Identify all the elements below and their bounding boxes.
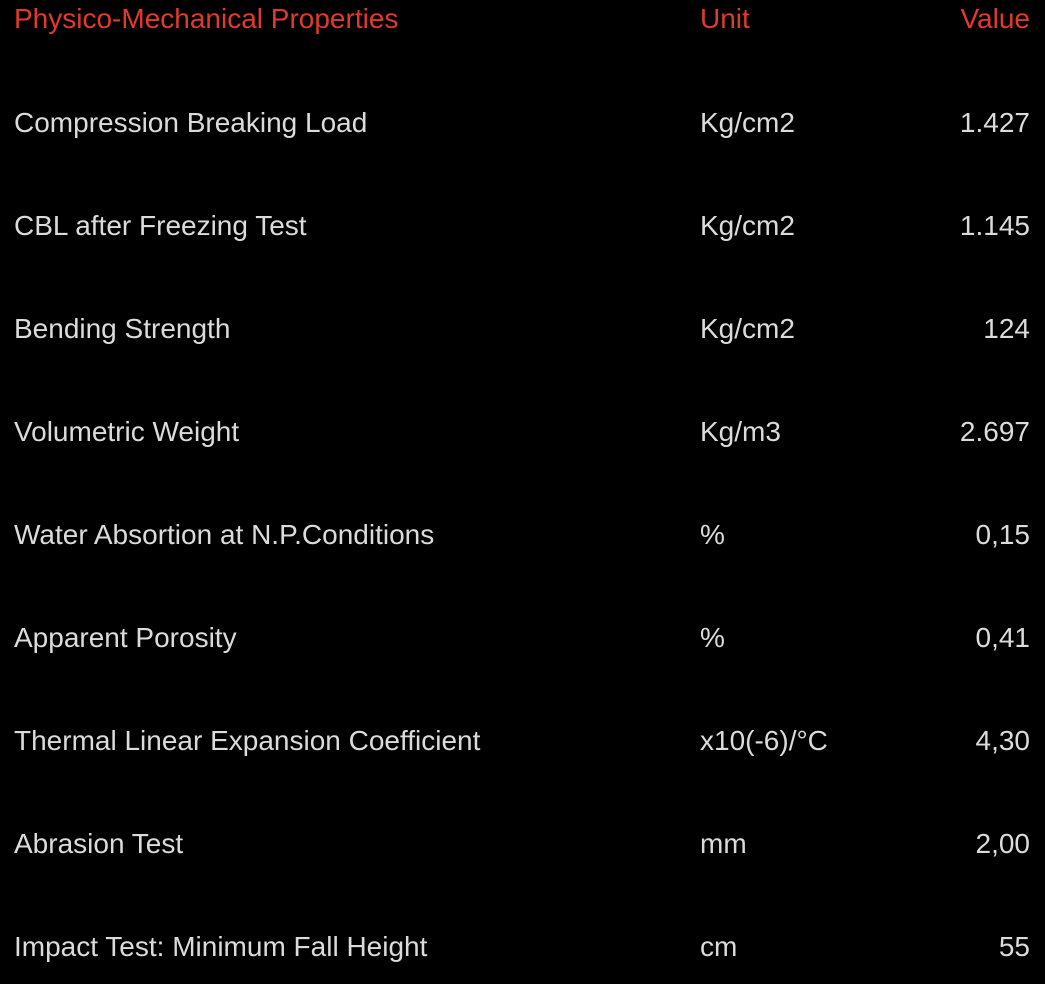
property-cell: Thermal Linear Expansion Coefficient: [14, 724, 481, 756]
unit-cell: Kg/cm2: [700, 106, 795, 138]
unit-cell: Kg/m3: [700, 415, 781, 447]
property-cell: Volumetric Weight: [14, 415, 240, 447]
table-row: [0, 586, 1045, 689]
value-cell: 0,15: [975, 518, 1030, 550]
table-row: [0, 71, 1045, 174]
header-row: [0, 0, 1045, 71]
table-row: [0, 689, 1045, 792]
value-cell: 2.697: [959, 415, 1030, 447]
header-value: Value: [960, 3, 1030, 34]
table-row: [0, 277, 1045, 380]
value-cell: 0,41: [975, 621, 1030, 653]
value-cell: 4,30: [975, 724, 1030, 756]
unit-cell: mm: [700, 827, 747, 859]
table-header: [0, 0, 1045, 71]
header-property: Physico-Mechanical Properties: [14, 3, 399, 34]
table-row: [0, 792, 1045, 895]
property-cell: Water Absortion at N.P.Conditions: [14, 518, 435, 550]
property-cell: Bending Strength: [14, 312, 231, 344]
table-row: [0, 483, 1045, 586]
unit-cell: x10(-6)/°C: [700, 724, 828, 756]
property-cell: CBL after Freezing Test: [14, 209, 307, 241]
value-cell: 55: [998, 930, 1030, 962]
unit-cell: Kg/cm2: [700, 209, 795, 241]
table-row: [0, 174, 1045, 277]
unit-cell: %: [700, 621, 725, 653]
property-cell: Abrasion Test: [14, 827, 184, 859]
table-row: [0, 895, 1045, 984]
unit-cell: Kg/cm2: [700, 312, 795, 344]
property-cell: Compression Breaking Load: [14, 106, 368, 138]
unit-cell: %: [700, 518, 725, 550]
property-cell: Impact Test: Minimum Fall Height: [14, 930, 428, 962]
value-cell: 2,00: [975, 827, 1030, 859]
table-row: [0, 380, 1045, 483]
header-unit: Unit: [700, 3, 750, 34]
unit-cell: cm: [700, 930, 738, 962]
value-cell: 1.427: [959, 106, 1030, 138]
value-cell: 124: [983, 312, 1030, 344]
property-cell: Apparent Porosity: [14, 621, 237, 653]
table-body: [0, 71, 1045, 984]
value-cell: 1.145: [959, 209, 1030, 241]
